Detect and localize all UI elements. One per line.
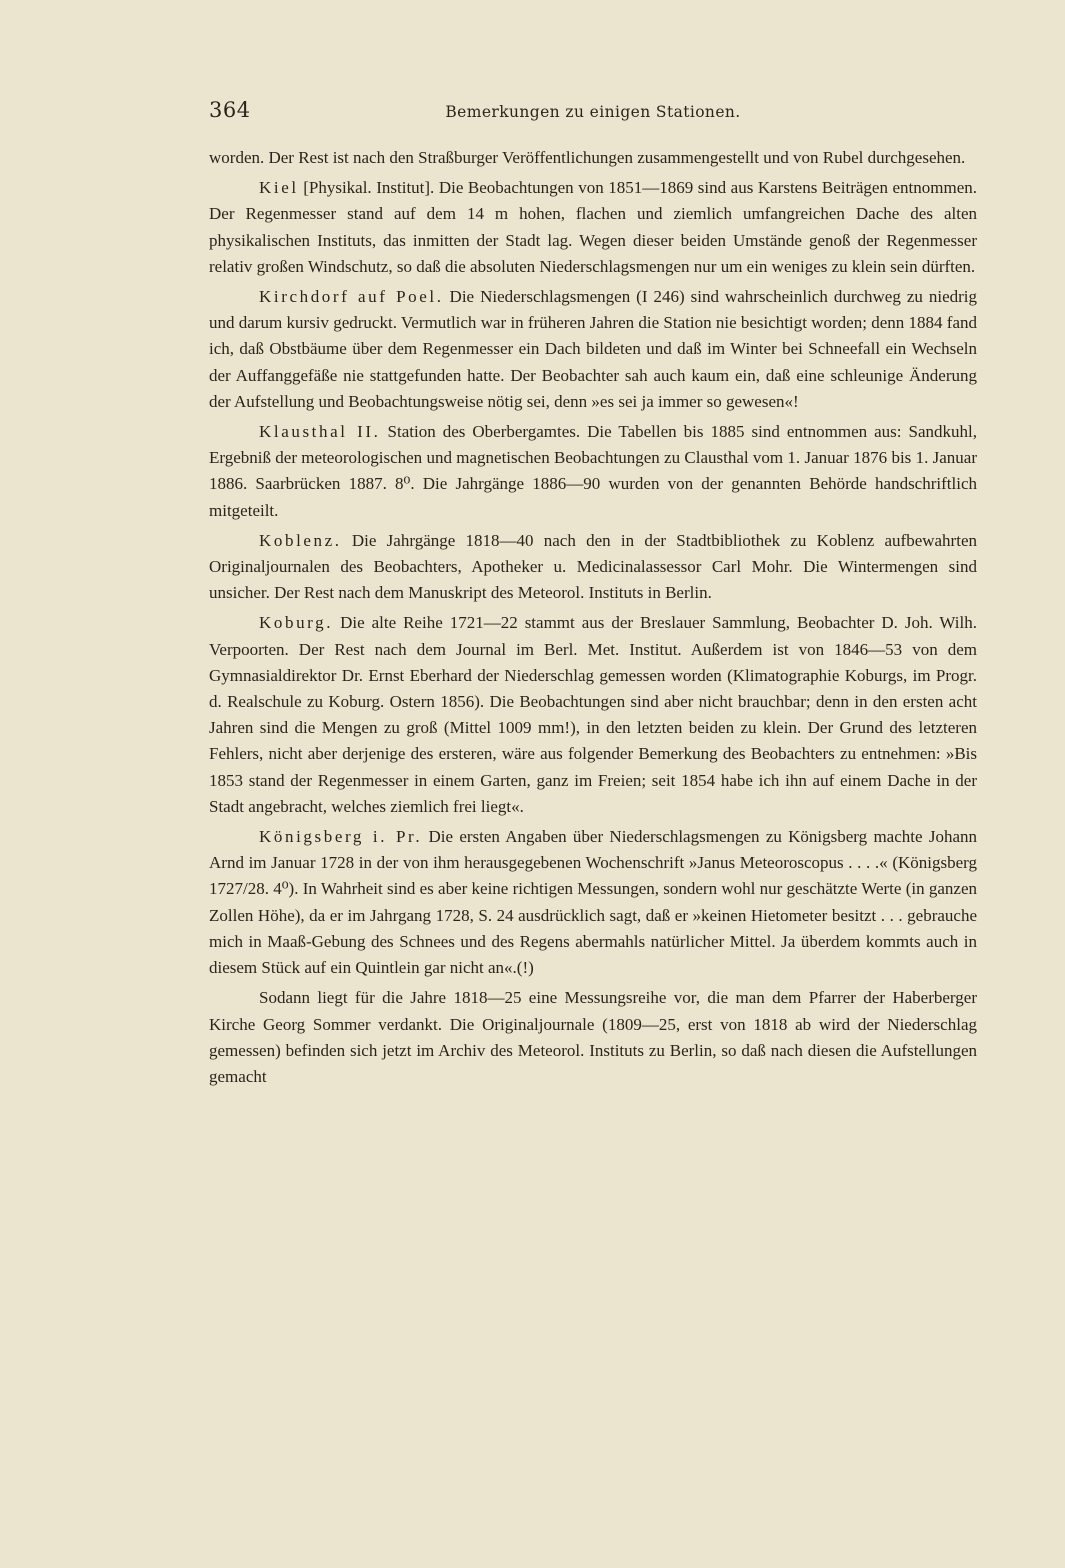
station-name: Kiel — [259, 178, 299, 198]
paragraph-text: Die Niederschlagsmengen (I 246) sind wahrscheinlich durchweg zu niedrig und darum kursiv gedruckt. Vermutlich war in früheren Jahren die Station nie besichtigt worden; denn 1884 fand ich, daß Obstbäume über dem Regenmesser ein Dach bildeten und daß im Winter bei Schneefall ein Wechseln der Auffanggefäße nie stattgefunden hatte. Der Beobachter sah auch kaum ein, daß eine schleunige Änderung der Aufstellung und Beobachtungsweise nötig sei, denn »es sei ja immer so gewesen«! — [209, 287, 977, 411]
paragraph-kirchdorf — [209, 284, 977, 415]
paragraph-text: Die Jahrgänge 1818—40 nach den in der Stadtbibliothek zu Koblenz aufbewahrten Originaljournalen des Beobachters, Apotheker u. Medicinalassessor Carl Mohr. Die Wintermengen sind unsicher. Der Rest nach dem Manuskript des Meteorol. Instituts in Berlin. — [209, 530, 977, 603]
body-text — [209, 145, 977, 1094]
station-name: Koburg. — [259, 613, 334, 633]
page-number: 364 — [209, 98, 251, 122]
paragraph-continuation — [209, 145, 977, 171]
paragraph-koenigsberg — [209, 824, 977, 981]
paragraph-text: Die alte Reihe 1721—22 stammt aus der Breslauer Sammlung, Beobachter D. Joh. Wilh. Verpoorten. Der Rest nach dem Journal im Berl. Met. Institut. Außerdem ist von 1846—53 von dem Gymnasialdirektor Dr. Ernst Eberhard der Niederschlag gemessen worden (Klimatographie Koburgs, im Progr. d. Realschule zu Koburg. Ostern 1856). Die Beobachtungen sind aber nicht brauchbar; denn in den ersten acht Jahren sind die Mengen zu groß (Mittel 1009 mm!), in den letzten beiden zu klein. Der Grund des letzteren Fehlers, nicht aber derjenige des ersteren, wäre aus folgender Bemerkung des Beobachters zu entnehmen: »Bis 1853 stand der Regenmesser in einem Garten, ganz im Freien; seit 1854 habe ich ihn auf einem Dache in der Stadt angebracht, welches ziemlich frei liegt«. — [209, 613, 977, 816]
station-name: Königsberg i. Pr. — [259, 827, 423, 847]
station-name: Kirchdorf auf Poel. — [259, 287, 444, 307]
paragraph-text: Die ersten Angaben über Niederschlagsmengen zu Königsberg machte Johann Arnd im Januar 1728 in der von ihm herausgegebenen Wochenschrift »Janus Meteoroscopus . . . .« (Königsberg 1727/28. 4⁰). In Wahrheit sind es aber keine richtigen Messungen, sondern wohl nur geschätzte Werte (in ganzen Zollen Höhe), da er im Jahrgang 1728, S. 24 ausdrücklich sagt, daß er »keinen Hietometer besitzt . . . gebrauche mich in Maaß-Gebung des Schnees und des Regens abermahls natürlicher Mittel. Ja überdem kommts auch in diesem Stück auf ein Quintlein gar nicht an«.(!) — [209, 827, 977, 978]
paragraph-text: worden. Der Rest ist nach den Straßburger Veröffentlichungen zusammengestellt und von Rubel durchgesehen. — [209, 148, 966, 167]
station-name: Koblenz. — [259, 530, 342, 550]
paragraph-text: Sodann liegt für die Jahre 1818—25 eine Messungsreihe vor, die man dem Pfarrer der Haberberger Kirche Georg Sommer verdankt. Die Originaljournale (1809—25, erst von 1818 ab wird der Niederschlag gemessen) befinden sich jetzt im Archiv des Meteorol. Instituts zu Berlin, so daß nach diesen die Aufstellungen gemacht — [209, 988, 977, 1086]
paragraph-text: Station des Oberbergamtes. Die Tabellen bis 1885 sind entnommen aus: Sandkuhl, Ergebniß der meteorologischen und magnetischen Beobachtungen zu Clausthal vom 1. Januar 1876 bis 1. Januar 1886. Saarbrücken 1887. 8⁰. Die Jahrgänge 1886—90 wurden von der genannten Behörde handschriftlich mitgeteilt. — [209, 422, 977, 520]
station-name: Klausthal II. — [259, 422, 381, 442]
paragraph-sodann — [209, 985, 977, 1090]
page-header — [209, 98, 977, 128]
paragraph-koblenz — [209, 528, 977, 607]
paragraph-kiel — [209, 175, 977, 280]
paragraph-klausthal — [209, 419, 977, 524]
paragraph-text: [Physikal. Institut]. Die Beobachtungen von 1851—1869 sind aus Karstens Beiträgen entnommen. Der Regenmesser stand auf dem 14 m hohen, flachen und ziemlich umfangreichen Dache des alten physikalischen Instituts, das inmitten der Stadt lag. Wegen dieser beiden Umstände genoß der Regenmesser relativ großen Windschutz, so daß die absoluten Niederschlagsmengen nur um ein weniges zu klein sein dürften. — [209, 178, 977, 276]
running-title: Bemerkungen zu einigen Stationen. — [445, 103, 741, 121]
paragraph-koburg — [209, 610, 977, 820]
